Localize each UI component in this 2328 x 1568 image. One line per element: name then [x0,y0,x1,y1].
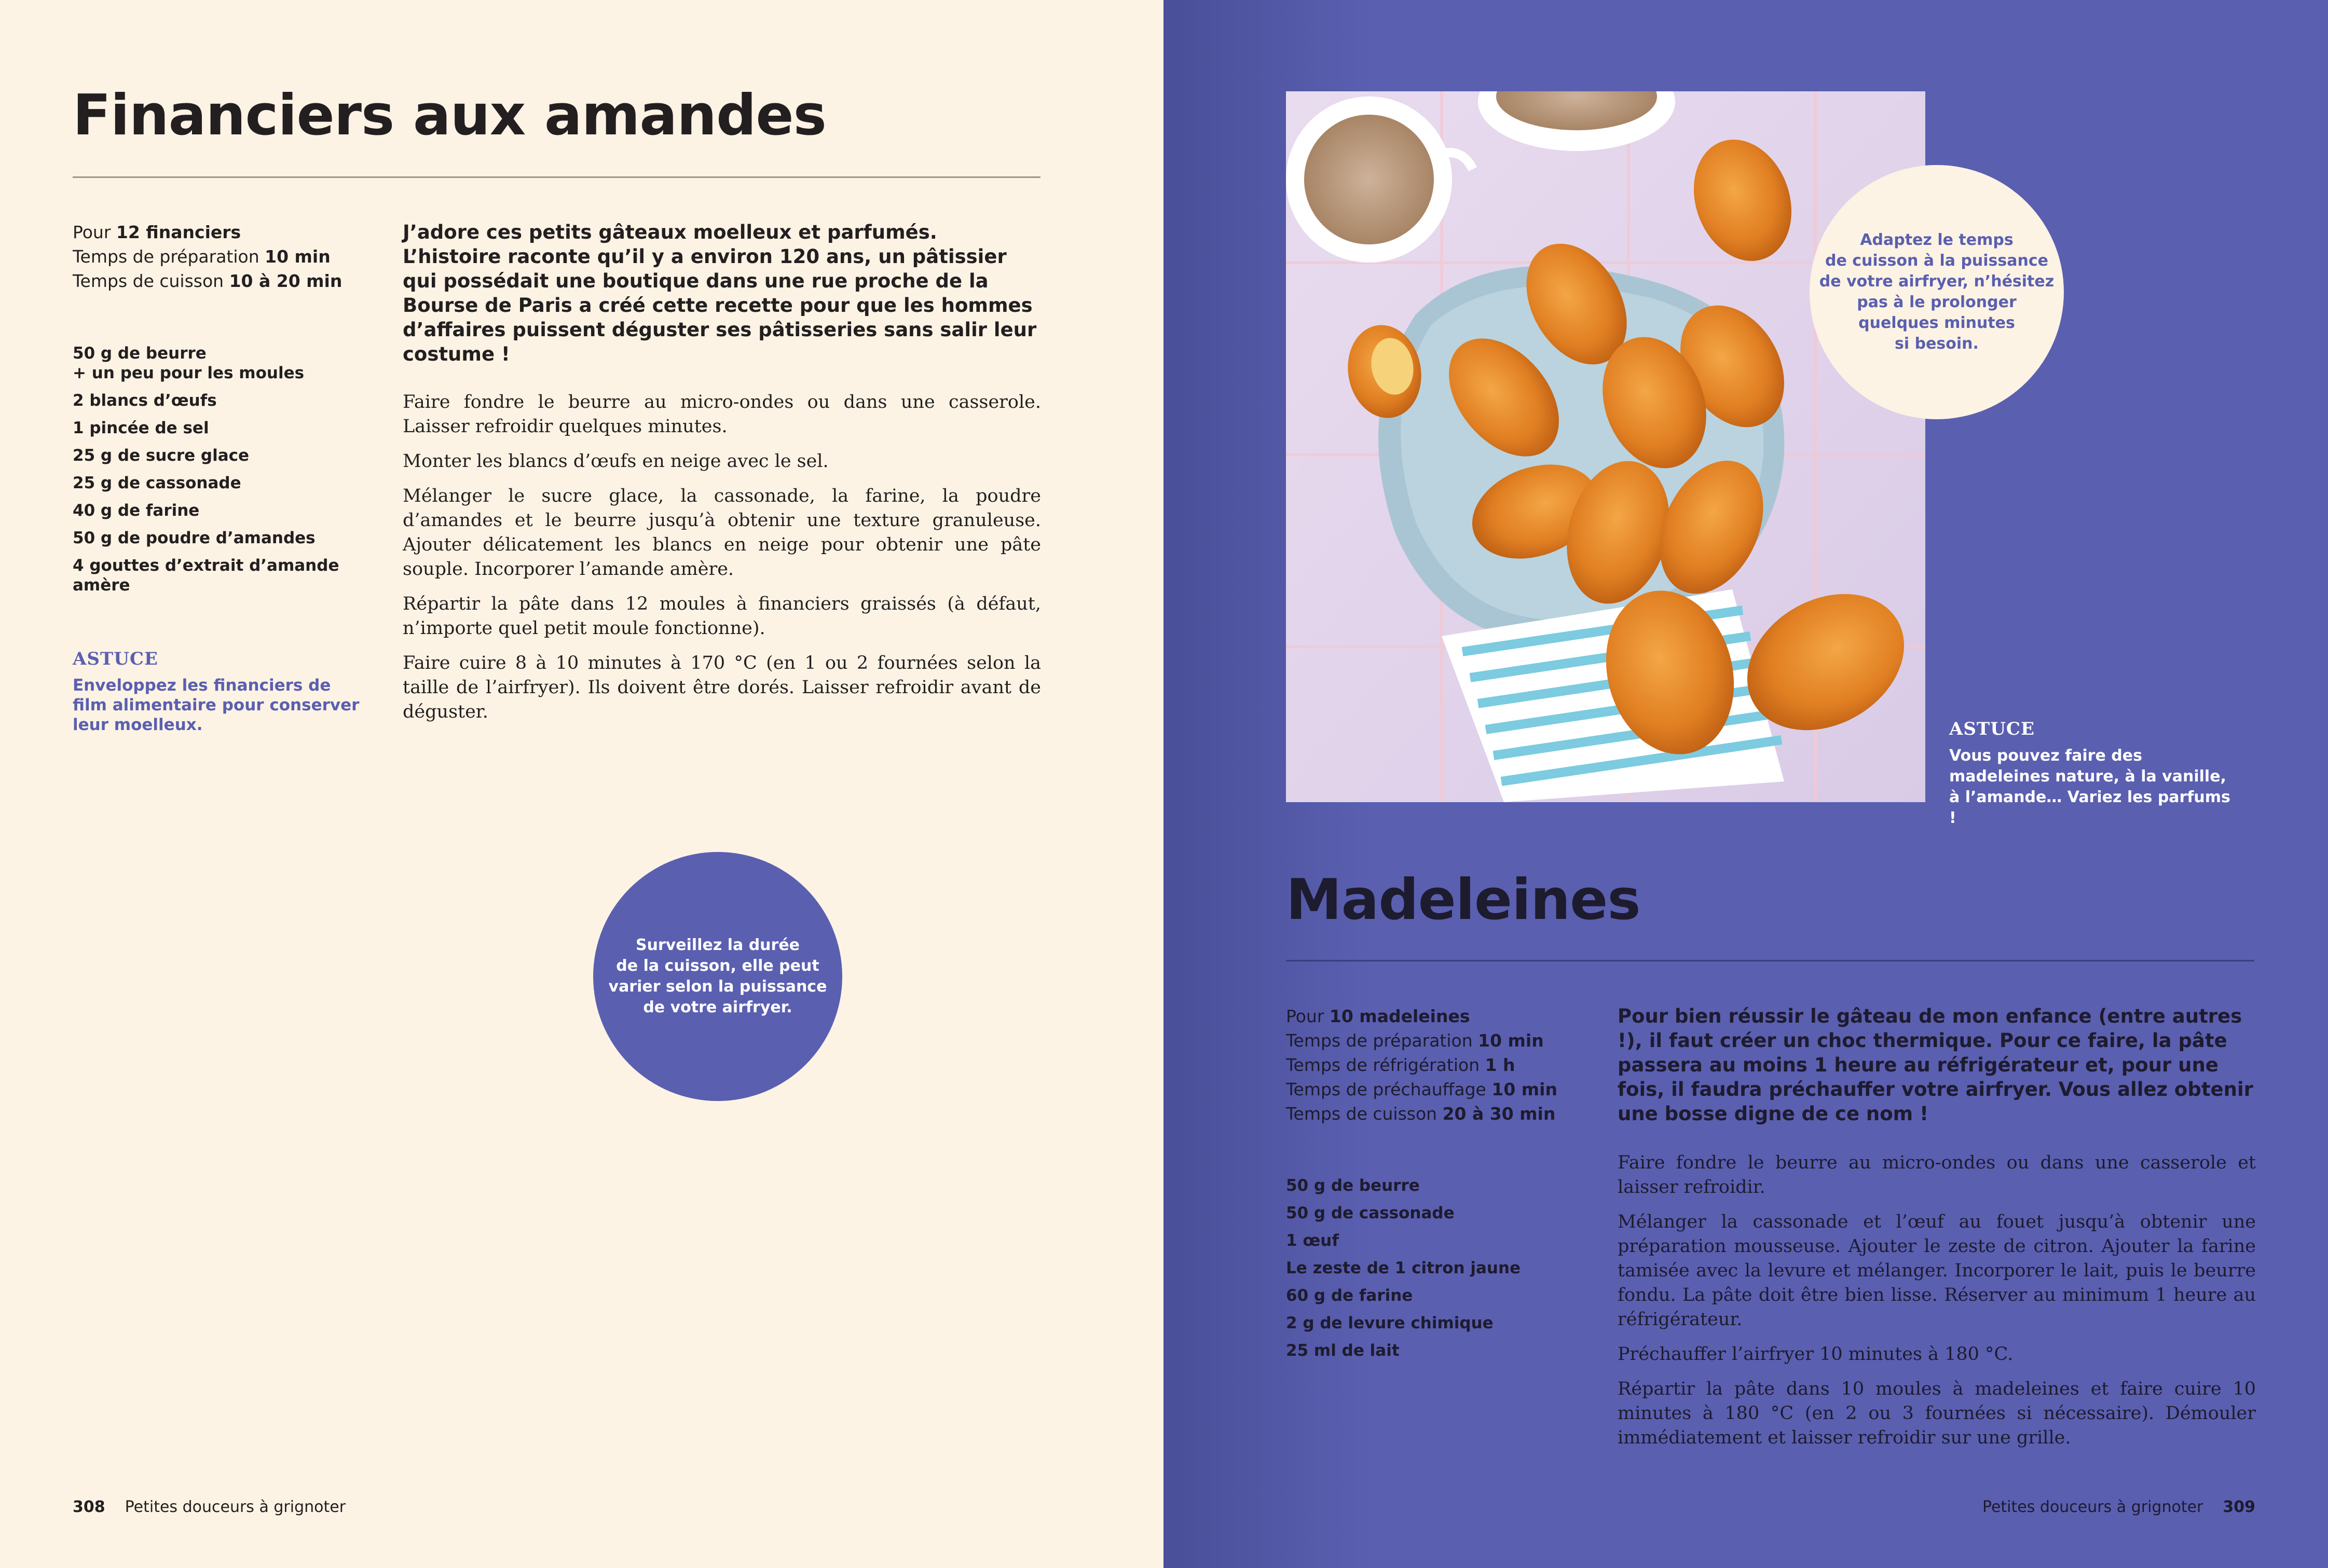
title-rule [73,176,1040,178]
page-footer [73,1498,346,1516]
page-number: 309 [2223,1498,2255,1516]
recipe-title: Financiers aux amandes [73,83,826,148]
ingredient-item: 50 g de beurre + un peu pour les moules [73,344,305,382]
tip-label: ASTUCE [73,649,158,669]
tip-label: ASTUCE [1949,719,2035,739]
left-page [0,0,1163,1568]
ingredient-item: Le zeste de 1 citron jaune [1286,1259,1521,1277]
meta-prep-time: Temps de préparation 10 min [73,246,331,267]
meta-chill-time: Temps de réfrigération 1 h [1286,1055,1515,1075]
step-paragraph: Faire cuire 8 à 10 minutes à 170 °C (en 1 ou 2 fournées selon la taille de l’airfryer). Ils doivent être dorés. Laisser refroidir avant de déguster. [403,653,1041,722]
ingredient-item: 50 g de cassonade [1286,1204,1455,1222]
recipe-steps [1618,1151,2256,1461]
ingredient-item: 1 œuf [1286,1231,1339,1250]
title-rule [1286,960,2254,961]
recipe-intro: Pour bien réussir le gâteau de mon enfance (entre autres !), il faut créer un choc thermique. Pour ce faire, la pâte passera au moins 1 heure au réfrigérateur et, pour une fois, il faudra préchauffer votre airfryer. Vous allez obtenir une bosse digne de ce nom ! [1618,1005,2253,1125]
page-footer [1982,1498,2255,1516]
step-paragraph: Faire fondre le beurre au micro-ondes ou dans une casserole et laisser refroidir. [1618,1152,2256,1198]
ingredient-item: 1 pincée de sel [73,419,209,437]
madeleines-illustration [1286,91,1925,802]
meta-preheat-time: Temps de préchauffage 10 min [1286,1079,1557,1099]
ingredient-item: 50 g de beurre [1286,1176,1420,1195]
recipe-intro: J’adore ces petits gâteaux moelleux et parfumés. L’histoire raconte qu’il y a environ 120 ans, un pâtissier qui possédait une boutique dans une rue proche de la Bourse de Paris a créé cette recette pour que les hommes d’affaires puissent déguster ses pâtisseries sans salir leur costume ! [403,221,1037,365]
recipe-title: Madeleines [1286,868,1640,932]
step-paragraph: Mélanger le sucre glace, la cassonade, la farine, la poudre d’amandes et le beurre jusqu’à obtenir une texture granuleuse. Ajouter délicatement les blancs en neige pour obtenir une pâte souple. Incorporer l’amande amère. [403,486,1041,580]
recipe-meta [73,220,342,293]
page-number: 308 [73,1498,105,1516]
tip-bubble [1810,165,2064,419]
section-name: Petites douceurs à grignoter [1982,1498,2203,1516]
ingredient-item: 50 g de poudre d’amandes [73,529,316,547]
recipe-meta [1286,1004,1557,1126]
step-paragraph: Préchauffer l’airfryer 10 minutes à 180 °C. [1618,1344,2014,1365]
step-paragraph: Mélanger la cassonade et l’œuf au fouet jusqu’à obtenir une préparation mousseuse. Ajouter le zeste de citron. Ajouter la farine tamisée avec la levure et mélanger. Incorporer le lait, puis le beurre fondu. La pâte doit être bien lisse. Réserver au minimum 1 heure au réfrigérateur. [1618,1212,2256,1330]
tip-bubble [593,852,842,1101]
step-paragraph: Faire fondre le beurre au micro-ondes ou dans une casserole. Laisser refroidir quelques minutes. [403,392,1041,437]
section-name: Petites douceurs à grignoter [125,1498,346,1516]
step-paragraph: Monter les blancs d’œufs en neige avec le sel. [403,451,829,472]
tip-bubble-text: Surveillez la durée de la cuisson, elle peut varier selon la puissance de votre airfryer. [608,936,827,1016]
meta-servings: Pour 10 madeleines [1286,1006,1470,1026]
ingredient-item: 60 g de farine [1286,1286,1413,1305]
meta-cook-time: Temps de cuisson 10 à 20 min [73,271,343,291]
meta-cook-time: Temps de cuisson 20 à 30 min [1286,1104,1556,1124]
madeleines-photo [1286,91,1925,802]
step-paragraph: Répartir la pâte dans 10 moules à madeleines et faire cuire 10 minutes à 180 °C (en 2 ou 3 fournées si nécessaire). Démouler immédiatement et laisser refroidir sur une grille. [1618,1379,2256,1448]
ingredient-item: 40 g de farine [73,501,200,520]
ingredient-item: 4 gouttes d’extrait d’amande amère [73,556,339,595]
ingredient-list [73,343,343,603]
ingredient-item: 25 ml de lait [1286,1341,1400,1360]
recipe-steps [403,390,1041,735]
meta-servings: Pour 12 financiers [73,222,241,242]
step-paragraph: Répartir la pâte dans 12 moules à financiers graissés (à défaut, n’importe quel petit moule fonctionne). [403,594,1041,639]
tip-text: Vous pouvez faire des madeleines nature, à la vanille, à l’amande… Variez les parfums ! [1949,747,2230,827]
tip-text: Enveloppez les financiers de film alimentaire pour conserver leur moelleux. [73,676,360,734]
ingredient-item: 25 g de cassonade [73,474,241,492]
ingredient-item: 2 blancs d’œufs [73,391,217,410]
ingredient-item: 25 g de sucre glace [73,446,250,465]
ingredient-list [1286,1176,1556,1368]
ingredient-item: 2 g de levure chimique [1286,1314,1494,1332]
meta-prep-time: Temps de préparation 10 min [1286,1030,1544,1051]
tip-bubble-text: Adaptez le temps de cuisson à la puissance de votre airfryer, n’hésitez pas à le prolonger quelques minutes si besoin. [1819,231,2055,353]
